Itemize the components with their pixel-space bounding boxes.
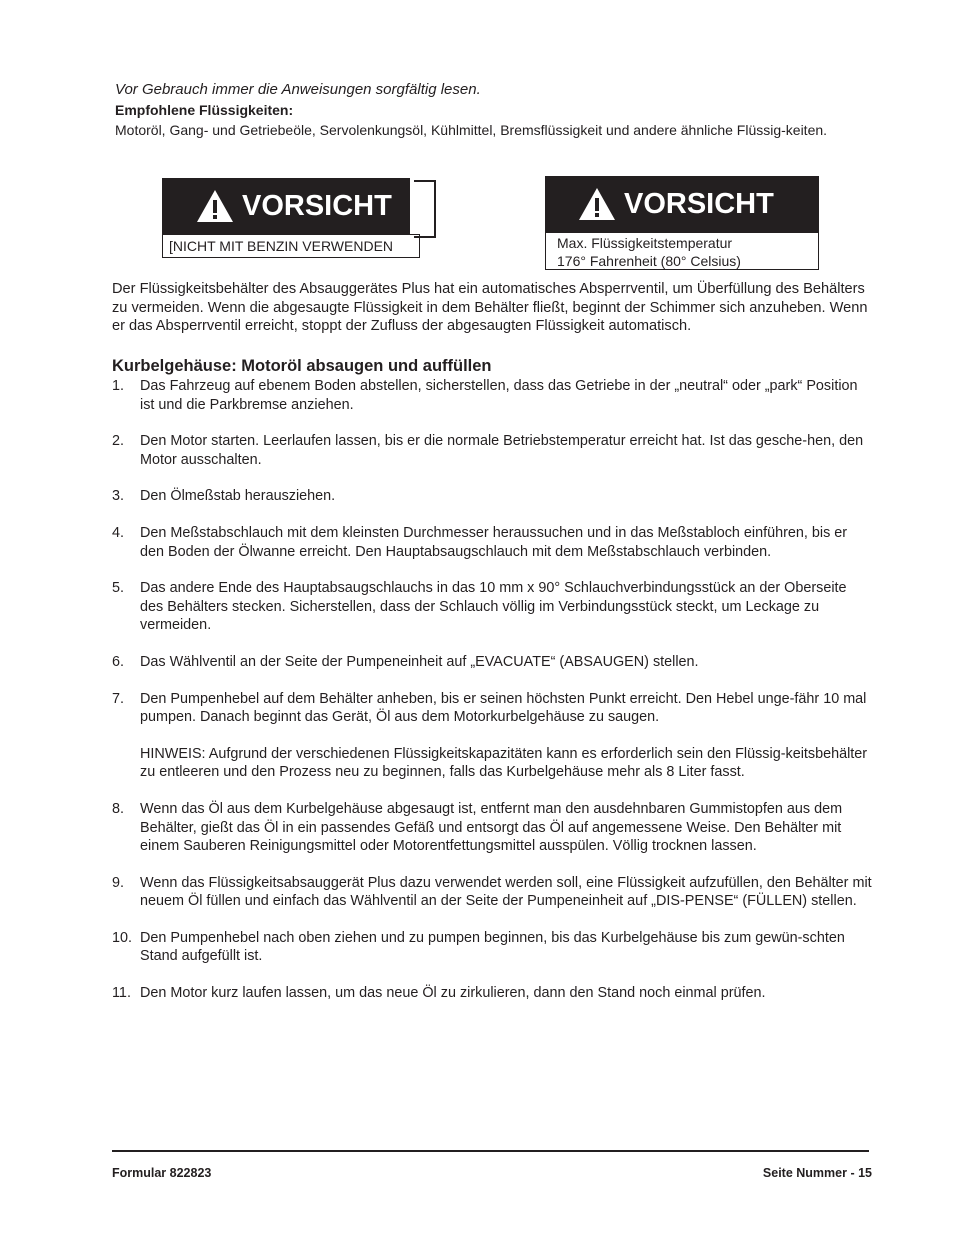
list-item xyxy=(112,690,872,782)
step-text: Den Meßstabschlauch mit dem kleinsten Durchmesser heraussuchen und in das Meßstabloch einführen, bis er den Boden der Ölwanne erreicht. Den Hauptabsaugschlauch mit dem Meßstabschlauch verbinden. xyxy=(140,524,848,560)
step-text: Das Fahrzeug auf ebenem Boden abstellen, sicherstellen, dass das Getriebe in der „neutral“ oder „park“ Position ist und die Parkbremse anziehen. xyxy=(140,378,858,413)
form-number: Formular 822823 xyxy=(112,1166,212,1180)
step-note: HINWEIS: Aufgrund der verschiedenen Flüssigkeitskapazitäten kann es erforderlich sein den Flüssig-keitsbehälter zu entleeren und den Prozess neu zu beginnen, falls das Kurbelgehäuse mehr als 8 Liter fasst. xyxy=(140,745,868,781)
footer-rule xyxy=(112,1150,869,1152)
warning-text-line-1: Max. Flüssigkeitstemperatur xyxy=(557,235,733,251)
warning-icon xyxy=(196,189,234,223)
step-number: 1. xyxy=(112,378,125,394)
warning-label: VORSICHT xyxy=(242,189,392,222)
fluids-heading: Empfohlene Flüssigkeiten: xyxy=(115,102,294,118)
warning-text-box xyxy=(162,234,420,258)
warning-banner xyxy=(162,178,410,234)
step-number: 5. xyxy=(112,580,125,597)
warning-box-temperature xyxy=(545,176,819,272)
list-item xyxy=(112,432,872,469)
list-item xyxy=(112,874,872,911)
step-number: 8. xyxy=(112,800,125,817)
step-text: Den Pumpenhebel nach oben ziehen und zu pumpen beginnen, bis das Kurbelgehäuse bis zum gewün-schten Stand aufgefüllt ist. xyxy=(140,929,845,965)
step-text: Wenn das Öl aus dem Kurbelgehäuse abgesaugt ist, entfernt man den ausdehnbaren Gummistopfen aus dem Behälter, gießt das Öl in ein passendes Gefäß und entsorgt das Öl auf angemessene Weise. Den Behälter mit einem Sauberen Reinigungsmittel oder Motorentfettungsmittel ausspülen. Völlig trocknen lassen. xyxy=(140,800,843,855)
step-number: 9. xyxy=(112,874,125,891)
list-item xyxy=(112,487,872,506)
steps-list xyxy=(112,377,872,1021)
step-number: 10. xyxy=(112,929,133,946)
step-number: 11. xyxy=(112,985,131,1002)
step-text: Den Motor starten. Leerlaufen lassen, bis er die normale Betriebstemperatur erreicht hat. Ist das gesche-hen, den Motor ausschalten. xyxy=(140,433,864,468)
description-paragraph: Der Flüssigkeitsbehälter des Absauggerätes Plus hat ein automatisches Absperrventil, um Überfüllung des Behälters zu vermeiden. Wenn die abgesaugte Flüssigkeit in dem Behälter fließt, beginnt der Schimmer sich anzuheben. Wenn er das Absperrventil erreicht, stoppt der Zufluss der abgesaugten Flüssigkeit automatisch. xyxy=(112,281,868,334)
fluids-text: Motoröl, Gang- und Getriebeöle, Servolenkungsöl, Kühlmittel, Bremsflüssigkeit und andere ähnliche Flüssig-keiten. xyxy=(115,122,828,138)
step-number: 2. xyxy=(112,433,125,450)
step-text: Den Pumpenhebel auf dem Behälter anheben, bis er seinen höchsten Punkt erreicht. Den Hebel unge-fähr 10 mal pumpen. Danach beginnt das Gerät, Öl aus dem Motorkurbelgehäuse zu saugen. xyxy=(140,690,867,726)
warning-text-line-2: 176° Fahrenheit (80° Celsius) xyxy=(557,253,741,269)
warning-text: [NICHT MIT BENZIN VERWENDEN xyxy=(169,238,394,254)
list-item xyxy=(112,524,872,561)
list-item xyxy=(112,377,872,414)
list-item xyxy=(112,653,872,672)
page-number: Seite Nummer - 15 xyxy=(762,1166,872,1180)
step-number: 7. xyxy=(112,690,125,707)
step-text: Wenn das Flüssigkeitsabsauggerät Plus dazu verwendet werden soll, eine Flüssigkeit aufzufüllen, den Behälter mit neuem Öl füllen und einfach das Wählventil an der Seite der Pumpeneinheit auf „DIS-PENSE“ (FÜLLEN) stellen. xyxy=(140,874,872,910)
section-title: Kurbelgehäuse: Motoröl absaugen und auffüllen xyxy=(112,357,492,375)
list-item xyxy=(112,984,872,1003)
step-number: 4. xyxy=(112,524,125,541)
step-text: Den Motor kurz laufen lassen, um das neue Öl zu zirkulieren, dann den Stand noch einmal prüfen. xyxy=(140,985,766,1002)
warning-label: VORSICHT xyxy=(624,187,774,220)
warning-box-benzin xyxy=(162,178,436,260)
list-item xyxy=(112,579,872,635)
step-text: Den Ölmeßstab herausziehen. xyxy=(140,488,336,505)
warning-icon xyxy=(578,187,616,221)
warning-text-box xyxy=(545,232,819,270)
step-number: 6. xyxy=(112,653,125,670)
intro-note: Vor Gebrauch immer die Anweisungen sorgfältig lesen. xyxy=(115,81,481,98)
list-item xyxy=(112,800,872,856)
step-number: 3. xyxy=(112,488,125,505)
list-item xyxy=(112,929,872,966)
step-text: Das Wählventil an der Seite der Pumpeneinheit auf „EVACUATE“ (ABSAUGEN) stellen. xyxy=(140,653,699,670)
warning-banner xyxy=(545,176,819,232)
step-text: Das andere Ende des Hauptabsaugschlauchs in das 10 mm x 90° Schlauchverbindungsstück an der Oberseite des Behälters stecken. Sicherstellen, dass der Schlauch völlig im Verbindungsstück steckt, um Leckage zu vermeiden. xyxy=(140,580,847,634)
